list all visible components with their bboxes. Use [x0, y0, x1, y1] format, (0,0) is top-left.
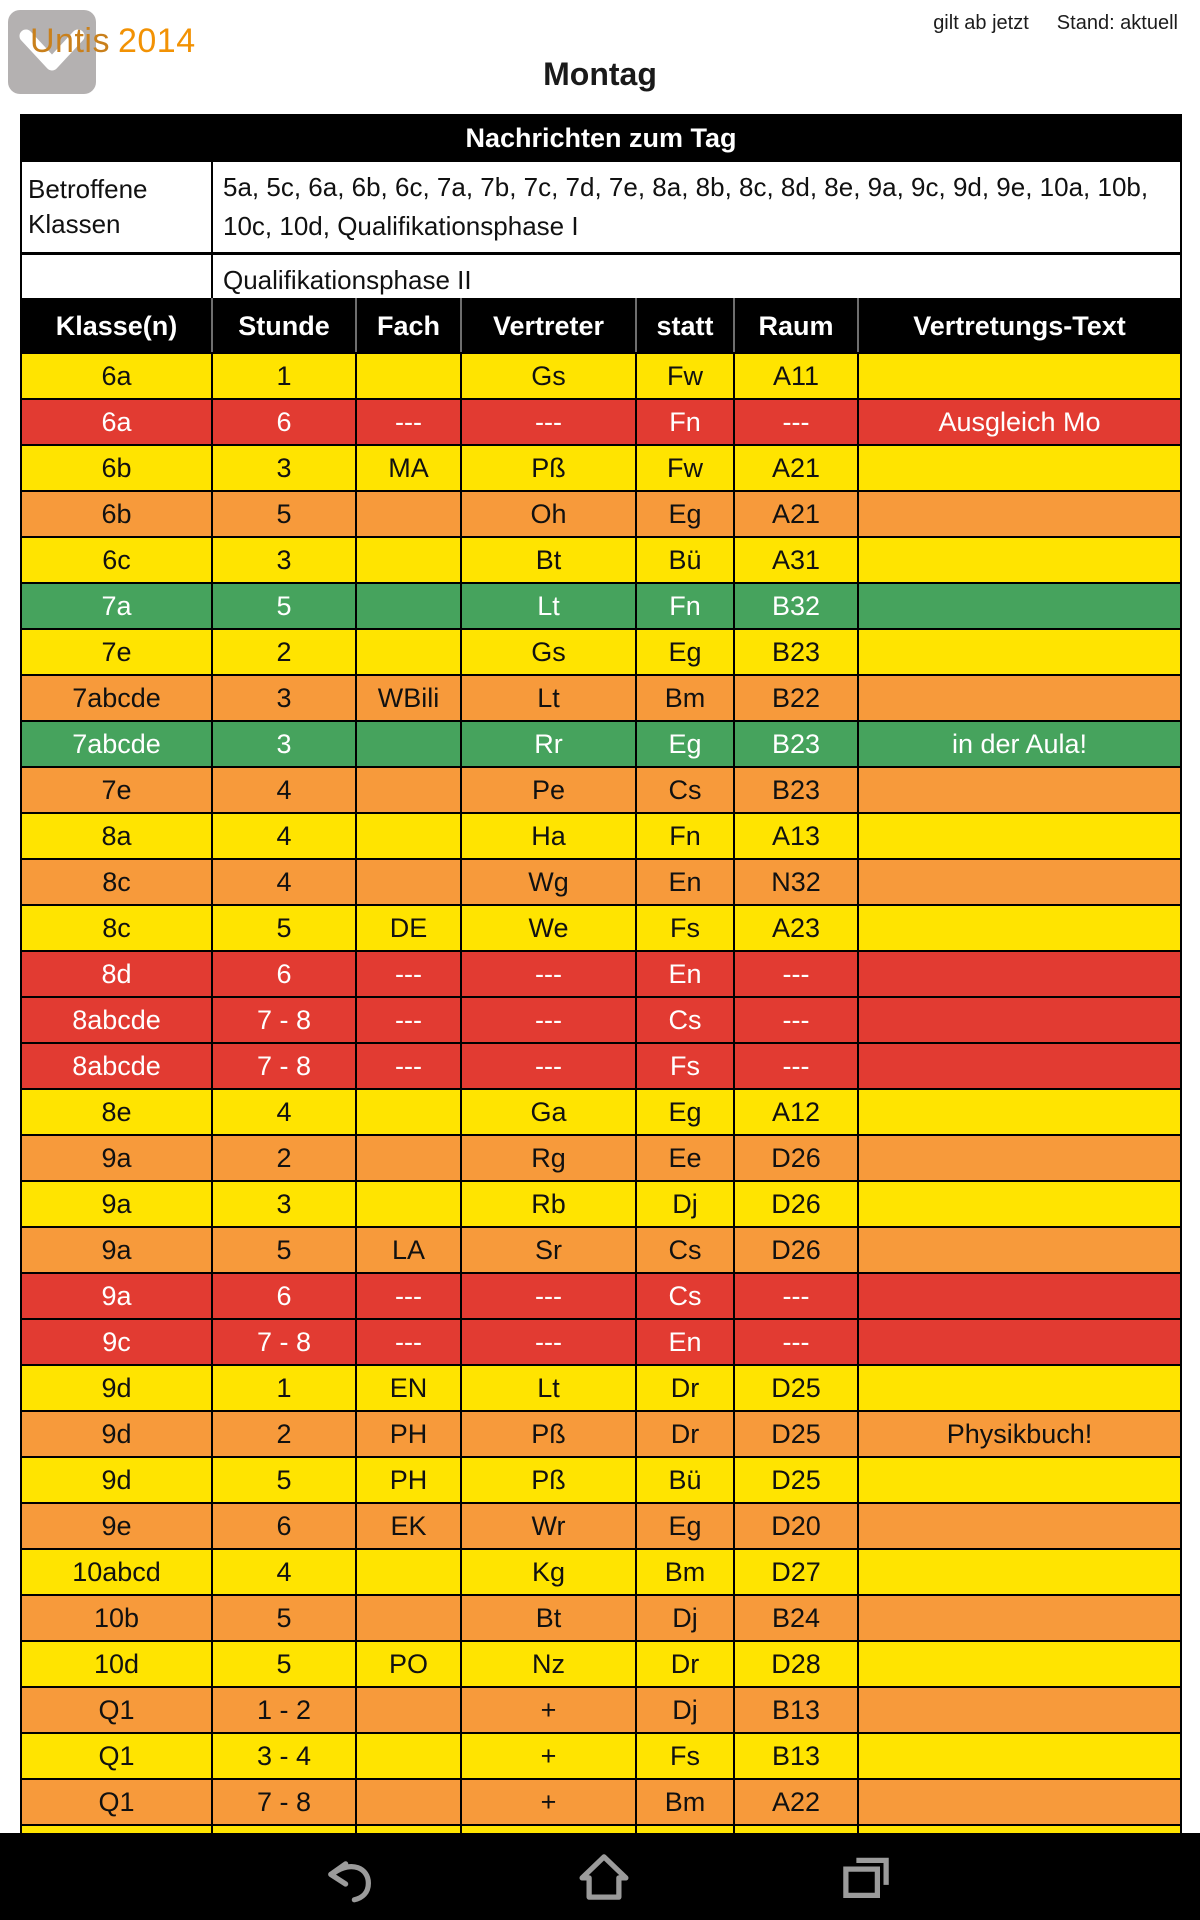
cell-statt: Fs: [636, 1043, 734, 1089]
table-row: [21, 583, 1181, 629]
cell-klasse: 6c: [21, 537, 212, 583]
cell-klasse: 9d: [21, 1365, 212, 1411]
cell-text: Ausgleich Mo: [858, 399, 1181, 445]
android-nav-bar: [0, 1833, 1200, 1920]
table-row: [21, 1043, 1181, 1089]
cell-vertreter: Lt: [461, 583, 636, 629]
cell-klasse: 8c: [21, 905, 212, 951]
cell-raum: B32: [734, 583, 858, 629]
col-vertreter: Vertreter: [461, 299, 636, 353]
table-row: [21, 1733, 1181, 1779]
cell-statt: En: [636, 951, 734, 997]
cell-raum: A11: [734, 353, 858, 399]
cell-klasse: 9d: [21, 1457, 212, 1503]
cell-statt: Bü: [636, 1457, 734, 1503]
table-row: [21, 767, 1181, 813]
cell-stunde: 4: [212, 1089, 356, 1135]
cell-vertreter: Oh: [461, 491, 636, 537]
cell-fach: PO: [356, 1641, 461, 1687]
cell-text: [858, 445, 1181, 491]
cell-raum: B23: [734, 629, 858, 675]
cell-fach: [356, 1687, 461, 1733]
cell-klasse: 7e: [21, 629, 212, 675]
cell-text: [858, 675, 1181, 721]
cell-raum: A22: [734, 1779, 858, 1825]
cell-vertreter: Wr: [461, 1503, 636, 1549]
cell-klasse: 8a: [21, 813, 212, 859]
cell-statt: Eg: [636, 1503, 734, 1549]
page-title: Montag: [543, 56, 657, 92]
cell-vertreter: Kg: [461, 1549, 636, 1595]
back-icon[interactable]: [322, 1849, 378, 1905]
cell-raum: ---: [734, 1043, 858, 1089]
cell-statt: Dj: [636, 1595, 734, 1641]
cell-text: [858, 813, 1181, 859]
cell-raum: ---: [734, 951, 858, 997]
cell-vertreter: ---: [461, 1043, 636, 1089]
cell-stunde: 6: [212, 399, 356, 445]
cell-text: [858, 1457, 1181, 1503]
cell-klasse: 8abcde: [21, 997, 212, 1043]
affected-classes-list-2: Qualifikationsphase II: [212, 254, 1181, 308]
cell-klasse: 7abcde: [21, 675, 212, 721]
cell-stunde: 4: [212, 1549, 356, 1595]
cell-fach: [356, 1595, 461, 1641]
cell-vertreter: Rr: [461, 721, 636, 767]
messages-table: [20, 114, 1182, 308]
cell-stunde: 1 - 2: [212, 1687, 356, 1733]
cell-fach: [356, 1779, 461, 1825]
table-row: [21, 1503, 1181, 1549]
cell-vertreter: Wg: [461, 859, 636, 905]
cell-text: [858, 1273, 1181, 1319]
cell-vertreter: ---: [461, 399, 636, 445]
brand-name: Untis: [30, 22, 110, 60]
cell-vertreter: ---: [461, 1319, 636, 1365]
cell-fach: ---: [356, 1043, 461, 1089]
cell-vertreter: Ga: [461, 1089, 636, 1135]
table-row: [21, 905, 1181, 951]
cell-fach: [356, 813, 461, 859]
cell-text: [858, 1687, 1181, 1733]
cell-text: [858, 1043, 1181, 1089]
cell-stunde: 5: [212, 491, 356, 537]
substitution-table: [20, 298, 1182, 1918]
cell-fach: [356, 1135, 461, 1181]
cell-raum: A13: [734, 813, 858, 859]
cell-raum: B23: [734, 767, 858, 813]
cell-raum: B23: [734, 721, 858, 767]
table-row: [21, 399, 1181, 445]
cell-fach: [356, 537, 461, 583]
table-row: [21, 1411, 1181, 1457]
cell-fach: [356, 859, 461, 905]
cell-klasse: 6b: [21, 491, 212, 537]
cell-vertreter: Pß: [461, 1457, 636, 1503]
cell-fach: [356, 491, 461, 537]
cell-stunde: 5: [212, 1227, 356, 1273]
cell-fach: ---: [356, 399, 461, 445]
table-row: [21, 1089, 1181, 1135]
cell-stunde: 5: [212, 1595, 356, 1641]
cell-statt: Eg: [636, 629, 734, 675]
cell-klasse: 10d: [21, 1641, 212, 1687]
table-row: [21, 1319, 1181, 1365]
table-row: [21, 1549, 1181, 1595]
cell-text: [858, 537, 1181, 583]
recents-icon[interactable]: [838, 1849, 894, 1905]
cell-raum: B22: [734, 675, 858, 721]
cell-fach: [356, 583, 461, 629]
cell-stunde: 6: [212, 1273, 356, 1319]
cell-statt: Ee: [636, 1135, 734, 1181]
brand-year: 2014: [117, 22, 196, 60]
cell-text: [858, 1135, 1181, 1181]
table-header-row: [21, 299, 1181, 353]
cell-text: [858, 997, 1181, 1043]
cell-statt: Fw: [636, 353, 734, 399]
cell-statt: Bm: [636, 675, 734, 721]
col-fach: Fach: [356, 299, 461, 353]
cell-vertreter: Gs: [461, 353, 636, 399]
cell-vertreter: +: [461, 1687, 636, 1733]
cell-raum: D26: [734, 1181, 858, 1227]
cell-text: [858, 1549, 1181, 1595]
cell-vertreter: Bt: [461, 537, 636, 583]
cell-fach: ---: [356, 1319, 461, 1365]
table-row: [21, 997, 1181, 1043]
cell-klasse: 8e: [21, 1089, 212, 1135]
cell-vertreter: Pß: [461, 1411, 636, 1457]
cell-statt: Dr: [636, 1641, 734, 1687]
cell-fach: [356, 1181, 461, 1227]
cell-fach: [356, 767, 461, 813]
cell-text: [858, 1595, 1181, 1641]
cell-fach: [356, 721, 461, 767]
cell-fach: [356, 1733, 461, 1779]
table-row: [21, 1457, 1181, 1503]
table-row: [21, 1641, 1181, 1687]
cell-text: [858, 1181, 1181, 1227]
cell-klasse: 9a: [21, 1273, 212, 1319]
cell-fach: WBili: [356, 675, 461, 721]
cell-stunde: 4: [212, 813, 356, 859]
cell-raum: ---: [734, 997, 858, 1043]
cell-stunde: 3: [212, 721, 356, 767]
cell-stunde: 3: [212, 537, 356, 583]
cell-stunde: 5: [212, 905, 356, 951]
cell-text: [858, 1319, 1181, 1365]
cell-stunde: 7 - 8: [212, 1319, 356, 1365]
cell-text: in der Aula!: [858, 721, 1181, 767]
cell-klasse: Q1: [21, 1687, 212, 1733]
cell-statt: Eg: [636, 1089, 734, 1135]
cell-fach: DE: [356, 905, 461, 951]
cell-klasse: 10b: [21, 1595, 212, 1641]
affected-classes-label: Betroffene Klassen: [21, 161, 212, 254]
cell-statt: Eg: [636, 491, 734, 537]
cell-raum: B24: [734, 1595, 858, 1641]
cell-raum: A31: [734, 537, 858, 583]
cell-vertreter: ---: [461, 951, 636, 997]
table-row: [21, 859, 1181, 905]
cell-vertreter: Bt: [461, 1595, 636, 1641]
table-row: [21, 1181, 1181, 1227]
cell-fach: [356, 353, 461, 399]
cell-raum: D26: [734, 1135, 858, 1181]
table-row: [21, 1687, 1181, 1733]
cell-fach: [356, 1089, 461, 1135]
table-row: [21, 675, 1181, 721]
col-klasse: Klasse(n): [21, 299, 212, 353]
cell-text: Physikbuch!: [858, 1411, 1181, 1457]
table-row: [21, 1273, 1181, 1319]
col-vertretungstext: Vertretungs-Text: [858, 299, 1181, 353]
cell-klasse: 9a: [21, 1227, 212, 1273]
cell-stunde: 3 - 4: [212, 1733, 356, 1779]
cell-text: [858, 1779, 1181, 1825]
cell-raum: D25: [734, 1365, 858, 1411]
table-row: [21, 445, 1181, 491]
cell-vertreter: ---: [461, 997, 636, 1043]
cell-text: [858, 583, 1181, 629]
cell-statt: Dr: [636, 1411, 734, 1457]
table-row: [21, 721, 1181, 767]
cell-stunde: 3: [212, 675, 356, 721]
cell-vertreter: +: [461, 1733, 636, 1779]
cell-raum: B13: [734, 1733, 858, 1779]
cell-klasse: 8d: [21, 951, 212, 997]
stand-text: Stand: aktuell: [1056, 12, 1178, 34]
cell-statt: Cs: [636, 767, 734, 813]
cell-klasse: 6a: [21, 399, 212, 445]
table-row: [21, 1135, 1181, 1181]
cell-text: [858, 1641, 1181, 1687]
cell-statt: Cs: [636, 997, 734, 1043]
cell-statt: Cs: [636, 1273, 734, 1319]
cell-fach: PH: [356, 1411, 461, 1457]
cell-stunde: 2: [212, 1411, 356, 1457]
cell-statt: Bm: [636, 1779, 734, 1825]
cell-klasse: 9a: [21, 1135, 212, 1181]
cell-klasse: 9a: [21, 1181, 212, 1227]
table-row: [21, 353, 1181, 399]
cell-stunde: 4: [212, 767, 356, 813]
cell-text: [858, 353, 1181, 399]
cell-vertreter: +: [461, 1779, 636, 1825]
cell-klasse: 9c: [21, 1319, 212, 1365]
cell-raum: D25: [734, 1457, 858, 1503]
cell-vertreter: Rg: [461, 1135, 636, 1181]
cell-fach: [356, 1549, 461, 1595]
cell-vertreter: Lt: [461, 1365, 636, 1411]
cell-statt: En: [636, 1319, 734, 1365]
cell-stunde: 2: [212, 1135, 356, 1181]
messages-header: Nachrichten zum Tag: [21, 115, 1181, 161]
cell-text: [858, 767, 1181, 813]
cell-raum: A21: [734, 445, 858, 491]
table-row: [21, 813, 1181, 859]
cell-vertreter: Rb: [461, 1181, 636, 1227]
cell-stunde: 5: [212, 583, 356, 629]
cell-klasse: 8abcde: [21, 1043, 212, 1089]
cell-klasse: Q1: [21, 1733, 212, 1779]
cell-vertreter: Ha: [461, 813, 636, 859]
cell-stunde: 7 - 8: [212, 997, 356, 1043]
cell-statt: Fw: [636, 445, 734, 491]
cell-stunde: 7 - 8: [212, 1043, 356, 1089]
cell-raum: A12: [734, 1089, 858, 1135]
cell-stunde: 1: [212, 1365, 356, 1411]
cell-text: [858, 859, 1181, 905]
cell-stunde: 5: [212, 1641, 356, 1687]
cell-klasse: 7a: [21, 583, 212, 629]
cell-fach: ---: [356, 951, 461, 997]
cell-raum: D26: [734, 1227, 858, 1273]
cell-klasse: Q1: [21, 1779, 212, 1825]
cell-text: [858, 951, 1181, 997]
cell-fach: [356, 629, 461, 675]
cell-text: [858, 905, 1181, 951]
cell-text: [858, 1503, 1181, 1549]
cell-klasse: 10abcd: [21, 1549, 212, 1595]
cell-fach: LA: [356, 1227, 461, 1273]
cell-statt: Fs: [636, 1733, 734, 1779]
cell-text: [858, 1365, 1181, 1411]
cell-raum: ---: [734, 1319, 858, 1365]
cell-vertreter: We: [461, 905, 636, 951]
cell-fach: ---: [356, 1273, 461, 1319]
cell-raum: D28: [734, 1641, 858, 1687]
cell-vertreter: Nz: [461, 1641, 636, 1687]
cell-stunde: 7 - 8: [212, 1779, 356, 1825]
cell-klasse: 7abcde: [21, 721, 212, 767]
cell-vertreter: Lt: [461, 675, 636, 721]
cell-raum: N32: [734, 859, 858, 905]
cell-statt: Fn: [636, 813, 734, 859]
col-stunde: Stunde: [212, 299, 356, 353]
cell-stunde: 6: [212, 951, 356, 997]
cell-raum: A23: [734, 905, 858, 951]
cell-vertreter: Gs: [461, 629, 636, 675]
cell-stunde: 5: [212, 1457, 356, 1503]
cell-statt: Bm: [636, 1549, 734, 1595]
cell-raum: ---: [734, 399, 858, 445]
cell-raum: D27: [734, 1549, 858, 1595]
table-row: [21, 1595, 1181, 1641]
cell-statt: Fs: [636, 905, 734, 951]
cell-stunde: 1: [212, 353, 356, 399]
cell-text: [858, 629, 1181, 675]
cell-raum: ---: [734, 1273, 858, 1319]
cell-statt: Dr: [636, 1365, 734, 1411]
cell-fach: EK: [356, 1503, 461, 1549]
table-row: [21, 1365, 1181, 1411]
table-row: [21, 537, 1181, 583]
cell-statt: Eg: [636, 721, 734, 767]
cell-fach: ---: [356, 997, 461, 1043]
cell-fach: MA: [356, 445, 461, 491]
cell-vertreter: Pß: [461, 445, 636, 491]
cell-text: [858, 1227, 1181, 1273]
cell-raum: D20: [734, 1503, 858, 1549]
cell-raum: D25: [734, 1411, 858, 1457]
cell-text: [858, 491, 1181, 537]
cell-klasse: 8c: [21, 859, 212, 905]
cell-statt: Dj: [636, 1181, 734, 1227]
cell-raum: B13: [734, 1687, 858, 1733]
cell-klasse: 6b: [21, 445, 212, 491]
cell-klasse: 9d: [21, 1411, 212, 1457]
cell-klasse: 9e: [21, 1503, 212, 1549]
home-icon[interactable]: [576, 1849, 632, 1905]
affected-classes-list: 5a, 5c, 6a, 6b, 6c, 7a, 7b, 7c, 7d, 7e, 8a, 8b, 8c, 8d, 8e, 9a, 9c, 9d, 9e, 10a, 10b, 10c, 10d, Qualifikationsphase I: [212, 161, 1181, 254]
col-statt: statt: [636, 299, 734, 353]
validity-text: gilt ab jetzt: [933, 12, 1029, 34]
col-raum: Raum: [734, 299, 858, 353]
cell-statt: Dj: [636, 1687, 734, 1733]
cell-vertreter: Sr: [461, 1227, 636, 1273]
table-row: [21, 491, 1181, 537]
table-row: [21, 1227, 1181, 1273]
cell-statt: Fn: [636, 399, 734, 445]
table-row: [21, 951, 1181, 997]
cell-text: [858, 1733, 1181, 1779]
table-row: [21, 1779, 1181, 1825]
table-row: [21, 629, 1181, 675]
cell-fach: EN: [356, 1365, 461, 1411]
cell-stunde: 6: [212, 1503, 356, 1549]
cell-fach: PH: [356, 1457, 461, 1503]
cell-vertreter: ---: [461, 1273, 636, 1319]
cell-klasse: 6a: [21, 353, 212, 399]
cell-raum: A21: [734, 491, 858, 537]
cell-statt: En: [636, 859, 734, 905]
cell-stunde: 3: [212, 1181, 356, 1227]
cell-vertreter: Pe: [461, 767, 636, 813]
status-line: [933, 12, 1178, 35]
cell-statt: Fn: [636, 583, 734, 629]
cell-statt: Cs: [636, 1227, 734, 1273]
cell-text: [858, 1089, 1181, 1135]
cell-statt: Bü: [636, 537, 734, 583]
cell-stunde: 3: [212, 445, 356, 491]
cell-klasse: 7e: [21, 767, 212, 813]
cell-stunde: 2: [212, 629, 356, 675]
cell-stunde: 4: [212, 859, 356, 905]
